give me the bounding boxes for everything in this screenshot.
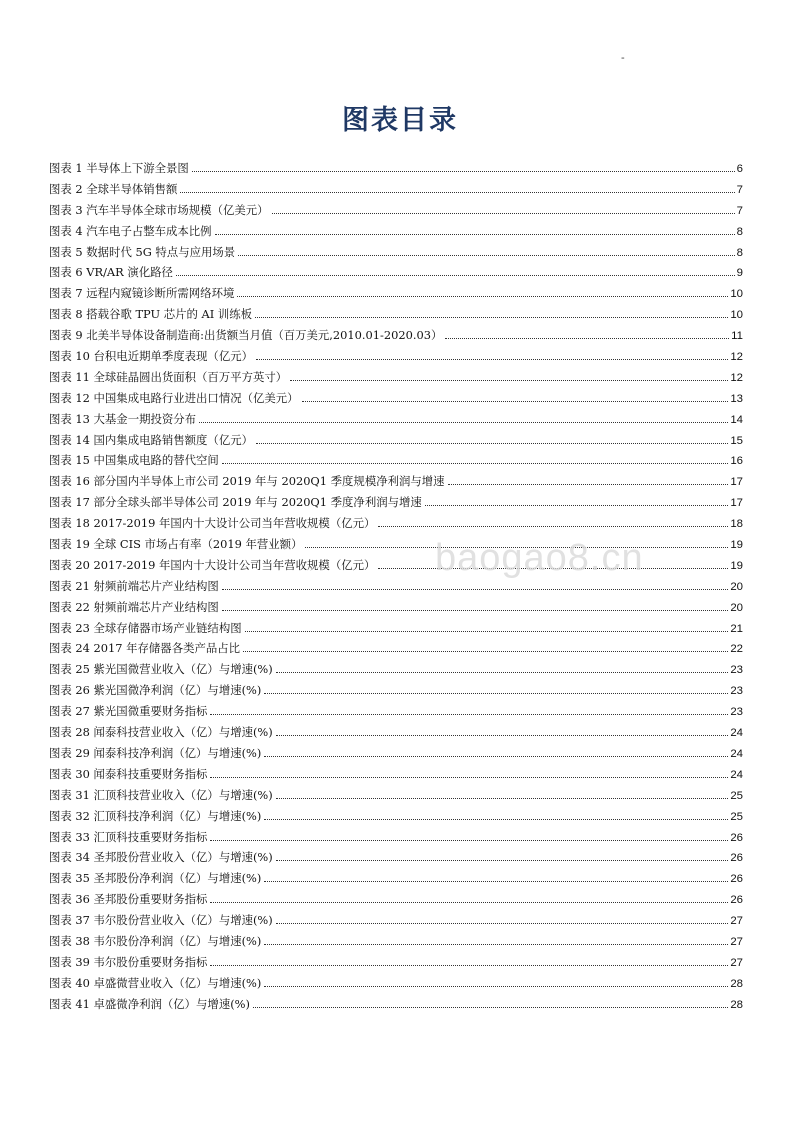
toc-entry-page-number: 14 — [730, 413, 743, 426]
toc-entry-label: 图表 12 中国集成电路行业进出口情况（亿美元） — [49, 390, 299, 405]
toc-entry[interactable] — [49, 160, 743, 181]
toc-entry-page-number: 19 — [730, 539, 743, 552]
dot-leader — [210, 777, 728, 778]
header-mark: - — [621, 52, 625, 64]
toc-entry-page-number: 22 — [730, 643, 743, 656]
toc-entry-page-number: 28 — [730, 998, 743, 1011]
toc-entry[interactable] — [49, 724, 743, 745]
toc-entry-label: 图表 18 2017-2019 年国内十大设计公司当年营收规模（亿元） — [49, 516, 376, 531]
watermark: baogao8.cn — [435, 537, 644, 579]
toc-entry-page-number: 12 — [730, 351, 743, 364]
dot-leader — [238, 255, 735, 256]
toc-entry-label: 图表 34 圣邦股份营业收入（亿）与增速(%) — [49, 850, 273, 865]
toc-entry-page-number: 6 — [736, 163, 743, 175]
toc-entry[interactable] — [49, 223, 743, 244]
toc-entry[interactable] — [49, 620, 743, 641]
dot-leader — [253, 1007, 728, 1008]
dot-leader — [448, 484, 729, 485]
toc-entry-page-number: 13 — [730, 392, 743, 405]
dot-leader — [264, 756, 728, 757]
toc-entry-label: 图表 37 韦尔股份营业收入（亿）与增速(%) — [49, 913, 273, 928]
dot-leader — [264, 881, 728, 882]
toc-entry-label: 图表 6 VR/AR 演化路径 — [49, 265, 173, 280]
toc-entry-label: 图表 30 闻泰科技重要财务指标 — [49, 766, 208, 781]
toc-entry-label: 图表 7 远程内窥镜诊断所需网络环境 — [49, 286, 235, 301]
toc-entry-label: 图表 29 闻泰科技净利润（亿）与增速(%) — [49, 745, 262, 760]
toc-entry-page-number: 7 — [736, 183, 743, 196]
toc-entry-label: 图表 35 圣邦股份净利润（亿）与增速(%) — [49, 871, 262, 886]
dot-leader — [264, 819, 728, 820]
toc-entry[interactable] — [49, 515, 743, 536]
toc-entry-label: 图表 25 紫光国微营业收入（亿）与增速(%) — [49, 662, 273, 677]
toc-entry-label: 图表 36 圣邦股份重要财务指标 — [49, 892, 208, 907]
toc-entry[interactable] — [49, 181, 743, 202]
dot-leader — [222, 463, 729, 464]
toc-entry[interactable] — [49, 996, 743, 1017]
toc-entry-page-number: 16 — [730, 455, 743, 468]
toc-entry-page-number: 23 — [730, 706, 743, 719]
dot-leader — [180, 192, 734, 193]
toc-entry-page-number: 26 — [730, 873, 743, 886]
toc-entry-label: 图表 41 卓盛微净利润（亿）与增速(%) — [49, 996, 250, 1011]
toc-entry-label: 图表 31 汇顶科技营业收入（亿）与增速(%) — [49, 787, 273, 802]
toc-entry[interactable] — [49, 975, 743, 996]
toc-entry-page-number: 20 — [730, 580, 743, 593]
toc-entry-label: 图表 16 部分国内半导体上市公司 2019 年与 2020Q1 季度规模净利润与增速 — [49, 474, 445, 489]
toc-entry-page-number: 26 — [730, 894, 743, 907]
dot-leader — [210, 902, 728, 903]
toc-entry-label: 图表 15 中国集成电路的替代空间 — [49, 453, 219, 468]
toc-entry-label: 图表 9 北美半导体设备制造商:出货额当月值（百万美元,2010.01-2020.03） — [49, 328, 443, 343]
toc-entry[interactable] — [49, 306, 743, 327]
dot-leader — [210, 965, 728, 966]
toc-entry-page-number: 20 — [730, 601, 743, 614]
toc-entry-label: 图表 8 搭载谷歌 TPU 芯片的 AI 训练板 — [49, 307, 253, 322]
toc-entry[interactable] — [49, 766, 743, 787]
toc-entry-page-number: 26 — [730, 831, 743, 844]
toc-entry-label: 图表 20 2017-2019 年国内十大设计公司当年营收规模（亿元） — [49, 557, 376, 572]
toc-entry-label: 图表 14 国内集成电路销售额度（亿元） — [49, 432, 253, 447]
toc-entry-page-number: 26 — [730, 852, 743, 865]
toc-entry-page-number: 25 — [730, 789, 743, 802]
dot-leader — [378, 526, 728, 527]
toc-entry-page-number: 23 — [730, 685, 743, 698]
dot-leader — [276, 798, 729, 799]
toc-entry[interactable] — [49, 494, 743, 515]
dot-leader — [256, 443, 728, 444]
toc-entry-page-number: 10 — [730, 288, 743, 301]
dot-leader — [256, 359, 728, 360]
toc-entry-page-number: 21 — [730, 622, 743, 635]
toc-entry[interactable] — [49, 557, 743, 578]
toc-entry-label: 图表 32 汇顶科技净利润（亿）与增速(%) — [49, 808, 262, 823]
toc-entry-page-number: 7 — [736, 204, 743, 217]
toc-entry-page-number: 27 — [730, 956, 743, 969]
dot-leader — [276, 860, 729, 861]
toc-entry[interactable] — [49, 912, 743, 933]
toc-entry-label: 图表 19 全球 CIS 市场占有率（2019 年营业额） — [49, 537, 303, 552]
toc-entry-label: 图表 21 射频前端芯片产业结构图 — [49, 578, 219, 593]
dot-leader — [425, 505, 729, 506]
toc-entry[interactable] — [49, 202, 743, 223]
table-of-figures — [49, 160, 743, 1017]
toc-entry[interactable] — [49, 327, 743, 348]
toc-entry-label: 图表 4 汽车电子占整车成本比例 — [49, 223, 212, 238]
toc-entry[interactable] — [49, 348, 743, 369]
toc-entry-page-number: 18 — [730, 518, 743, 531]
dot-leader — [276, 735, 729, 736]
toc-entry[interactable] — [49, 599, 743, 620]
toc-entry[interactable] — [49, 682, 743, 703]
dot-leader — [264, 986, 728, 987]
page-title: 图表目录 — [342, 105, 458, 136]
dot-leader — [276, 672, 729, 673]
dot-leader — [192, 171, 735, 172]
toc-entry-page-number: 24 — [730, 747, 743, 760]
toc-entry-page-number: 11 — [731, 330, 743, 343]
toc-entry-label: 图表 27 紫光国微重要财务指标 — [49, 704, 208, 719]
toc-entry-page-number: 24 — [730, 768, 743, 781]
toc-entry-label: 图表 26 紫光国微净利润（亿）与增速(%) — [49, 683, 262, 698]
dot-leader — [199, 422, 728, 423]
dot-leader — [445, 338, 729, 339]
toc-entry[interactable] — [49, 432, 743, 453]
dot-leader — [237, 296, 728, 297]
toc-entry[interactable] — [49, 870, 743, 891]
toc-entry-page-number: 17 — [730, 497, 743, 510]
toc-entry[interactable] — [49, 891, 743, 912]
toc-entry-label: 图表 23 全球存储器市场产业链结构图 — [49, 620, 242, 635]
toc-entry[interactable] — [49, 244, 743, 265]
toc-entry-label: 图表 5 数据时代 5G 特点与应用场景 — [49, 244, 236, 259]
toc-entry-label: 图表 3 汽车半导体全球市场规模（亿美元） — [49, 202, 269, 217]
toc-entry-page-number: 19 — [730, 559, 743, 572]
toc-entry-label: 图表 13 大基金一期投资分布 — [49, 411, 197, 426]
toc-entry-label: 图表 17 部分全球头部半导体公司 2019 年与 2020Q1 季度净利润与增速 — [49, 495, 422, 510]
toc-entry[interactable] — [49, 390, 743, 411]
toc-entry[interactable] — [49, 787, 743, 808]
dot-leader — [264, 693, 728, 694]
dot-leader — [305, 547, 728, 548]
toc-entry[interactable] — [49, 285, 743, 306]
toc-entry-page-number: 25 — [730, 810, 743, 823]
toc-entry-label: 图表 38 韦尔股份净利润（亿）与增速(%) — [49, 933, 262, 948]
toc-entry-label: 图表 11 全球硅晶圆出货面积（百万平方英寸） — [49, 369, 288, 384]
toc-entry-label: 图表 1 半导体上下游全景图 — [49, 161, 189, 175]
toc-entry-label: 图表 10 台积电近期单季度表现（亿元） — [49, 349, 253, 364]
toc-entry[interactable] — [49, 745, 743, 766]
toc-entry-page-number: 9 — [736, 267, 743, 280]
dot-leader — [302, 401, 729, 402]
toc-entry[interactable] — [49, 829, 743, 850]
dot-leader — [378, 568, 728, 569]
toc-entry[interactable] — [49, 640, 743, 661]
dot-leader — [272, 213, 735, 214]
toc-entry[interactable] — [49, 452, 743, 473]
toc-entry-label: 图表 24 2017 年存储器各类产品占比 — [49, 641, 241, 656]
toc-entry-page-number: 27 — [730, 935, 743, 948]
dot-leader — [222, 589, 729, 590]
toc-entry[interactable] — [49, 578, 743, 599]
toc-entry[interactable] — [49, 369, 743, 390]
dot-leader — [255, 317, 728, 318]
toc-entry-page-number: 8 — [736, 246, 743, 259]
dot-leader — [264, 944, 728, 945]
toc-entry-page-number: 10 — [730, 309, 743, 322]
toc-entry[interactable] — [49, 954, 743, 975]
toc-entry-page-number: 12 — [730, 371, 743, 384]
toc-entry[interactable] — [49, 661, 743, 682]
toc-entry[interactable] — [49, 849, 743, 870]
dot-leader — [210, 840, 728, 841]
toc-entry[interactable] — [49, 808, 743, 829]
toc-entry[interactable] — [49, 536, 743, 557]
toc-entry-page-number: 15 — [730, 434, 743, 447]
dot-leader — [290, 380, 728, 381]
toc-entry[interactable] — [49, 933, 743, 954]
dot-leader — [176, 275, 735, 276]
toc-entry-label: 图表 28 闻泰科技营业收入（亿）与增速(%) — [49, 725, 273, 740]
dot-leader — [210, 714, 728, 715]
toc-entry-page-number: 17 — [730, 476, 743, 489]
toc-entry-label: 图表 39 韦尔股份重要财务指标 — [49, 954, 208, 969]
toc-entry[interactable] — [49, 411, 743, 432]
toc-entry-label: 图表 40 卓盛微营业收入（亿）与增速(%) — [49, 975, 262, 990]
toc-entry-label: 图表 22 射频前端芯片产业结构图 — [49, 599, 219, 614]
toc-entry-page-number: 24 — [730, 727, 743, 740]
toc-entry-page-number: 28 — [730, 977, 743, 990]
dot-leader — [245, 631, 729, 632]
toc-entry-page-number: 27 — [730, 915, 743, 928]
toc-entry-page-number: 8 — [736, 225, 743, 238]
toc-entry-label: 图表 33 汇顶科技重要财务指标 — [49, 829, 208, 844]
dot-leader — [215, 234, 735, 235]
toc-entry[interactable] — [49, 264, 743, 285]
dot-leader — [243, 651, 728, 652]
dot-leader — [222, 610, 729, 611]
toc-entry[interactable] — [49, 473, 743, 494]
toc-entry-label: 图表 2 全球半导体销售额 — [49, 181, 178, 196]
toc-entry-page-number: 23 — [730, 664, 743, 677]
dot-leader — [276, 923, 729, 924]
toc-entry[interactable] — [49, 703, 743, 724]
